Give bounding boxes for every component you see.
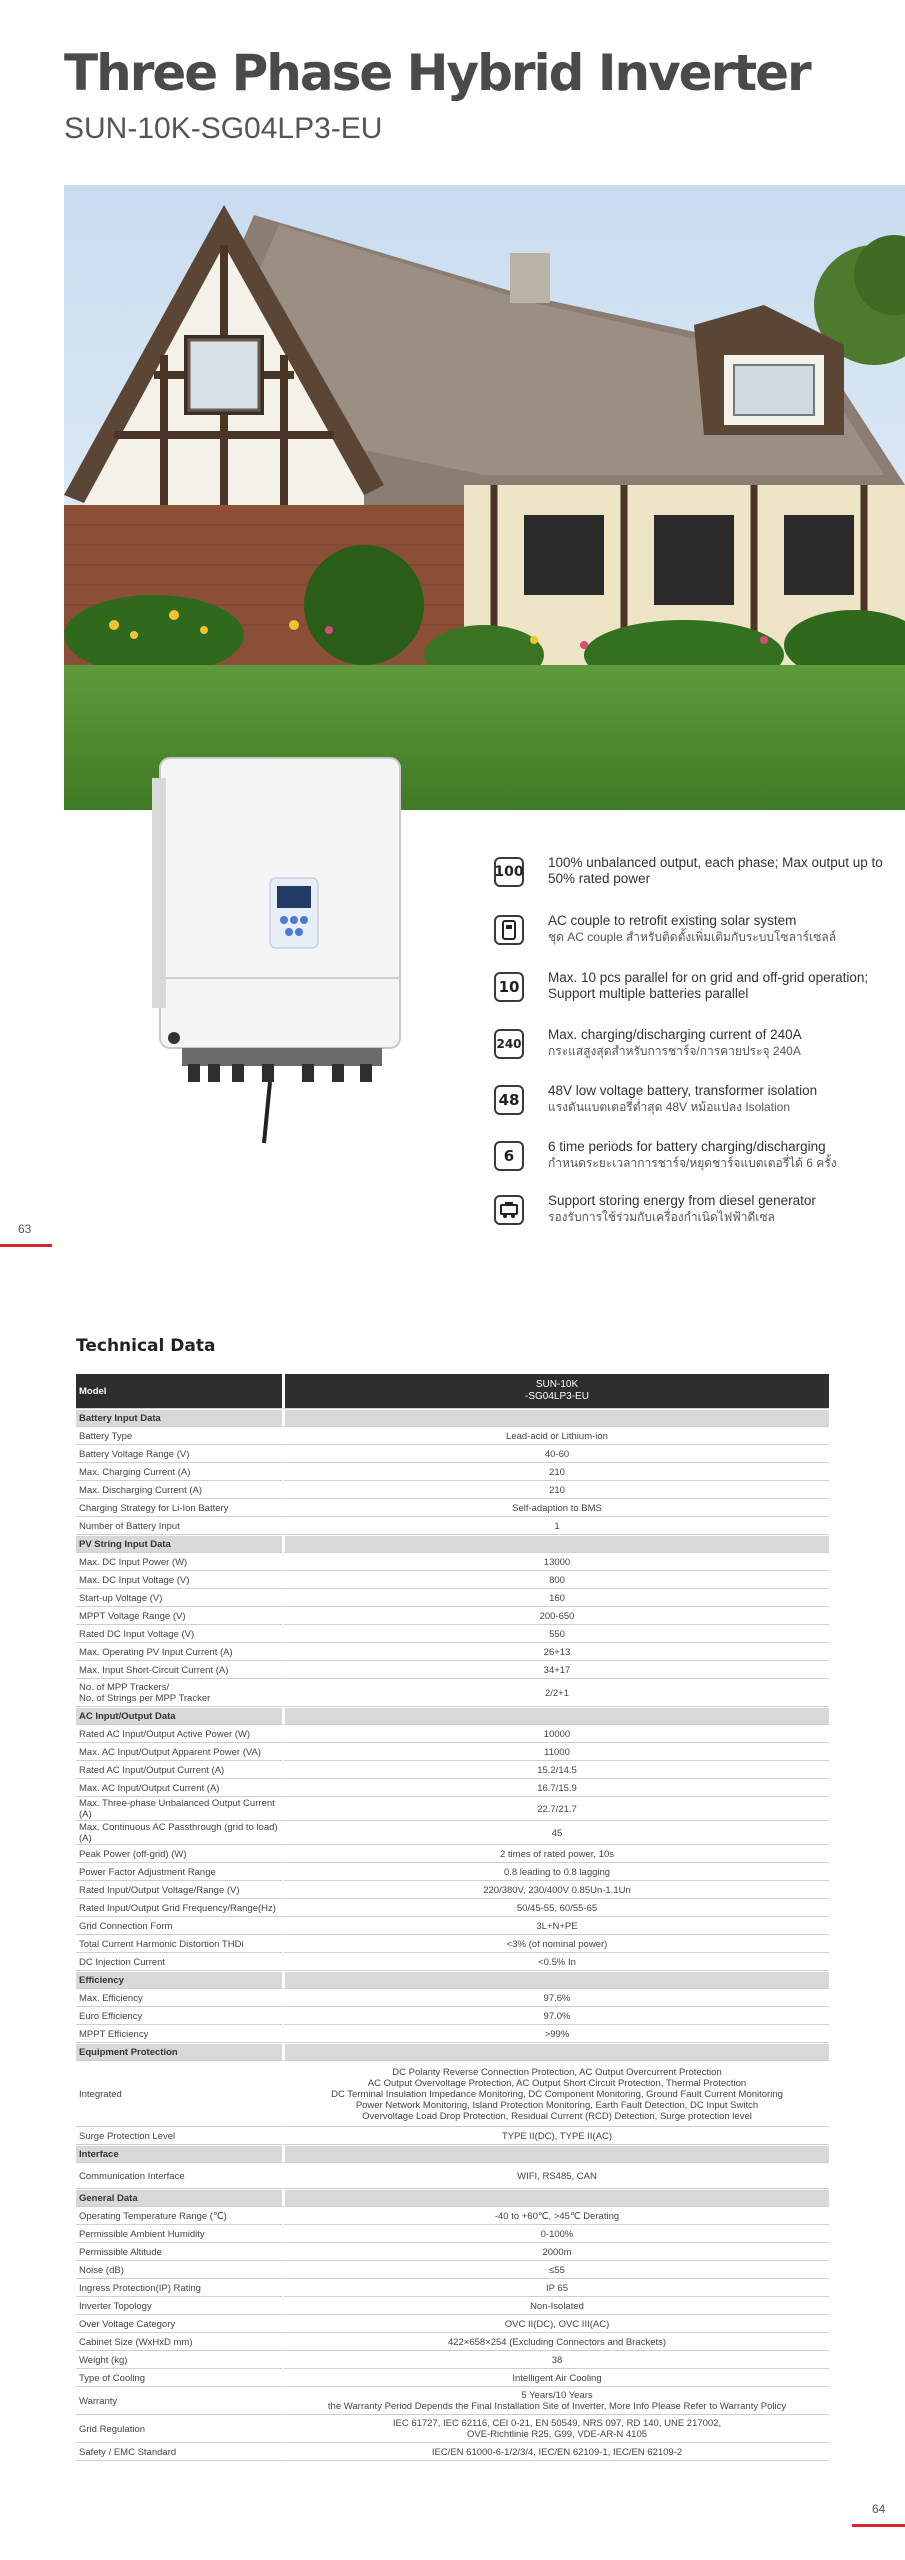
spec-label: Start-up Voltage (V) xyxy=(76,1590,282,1607)
spec-value: 0.8 leading to 0.8 lagging xyxy=(282,1864,829,1881)
table-header-value: SUN-10K -SG04LP3-EU xyxy=(282,1374,829,1409)
table-row xyxy=(76,1446,829,1463)
spec-value: 34+17 xyxy=(282,1662,829,1679)
spec-label: Noise (dB) xyxy=(76,2262,282,2279)
spec-label: DC Injection Current xyxy=(76,1954,282,1971)
section-spacer xyxy=(282,2190,829,2207)
spec-label: Grid Regulation xyxy=(76,2416,282,2443)
spec-label: Max. Continuous AC Passthrough (grid to load) (A) xyxy=(76,1822,282,1845)
spec-value: >99% xyxy=(282,2026,829,2043)
spec-value: WIFI, RS485, CAN xyxy=(282,2164,829,2189)
table-row xyxy=(76,2370,829,2387)
spec-label: Max. AC Input/Output Apparent Power (VA) xyxy=(76,1744,282,1761)
spec-value: 26+13 xyxy=(282,1644,829,1661)
feature-text: AC couple to retrofit existing solar system xyxy=(548,913,797,928)
table-row xyxy=(76,1864,829,1881)
spec-value: IEC/EN 61000-6-1/2/3/4, IEC/EN 62109-1, IEC/EN 62109-2 xyxy=(282,2444,829,2461)
table-row xyxy=(76,1822,829,1845)
spec-label: Battery Voltage Range (V) xyxy=(76,1446,282,1463)
section-spacer xyxy=(282,1708,829,1725)
spec-value: 16.7/15.9 xyxy=(282,1780,829,1797)
table-row xyxy=(76,1464,829,1481)
feature-item xyxy=(492,1025,887,1069)
spec-label: Grid Connection Form xyxy=(76,1918,282,1935)
spec-label: Permissible Altitude xyxy=(76,2244,282,2261)
section-spacer xyxy=(282,2146,829,2163)
section-spacer xyxy=(282,1972,829,1989)
table-row xyxy=(76,1882,829,1899)
spec-value: 40-60 xyxy=(282,1446,829,1463)
spec-label: MPPT Efficiency xyxy=(76,2026,282,2043)
spec-label: Max. Operating PV Input Current (A) xyxy=(76,1644,282,1661)
spec-value: IEC 61727, IEC 62116, CEI 0-21, EN 50549, NRS 097, RD 140, UNE 217002, OVE-Richtlinie R25, G99, VDE-AR-N 4105 xyxy=(282,2416,829,2443)
table-row xyxy=(76,2226,829,2243)
table-row xyxy=(76,1744,829,1761)
section-label: General Data xyxy=(76,2190,282,2207)
section-spacer xyxy=(282,1536,829,1553)
spec-value: -40 to +60℃, >45℃ Derating xyxy=(282,2208,829,2225)
spec-label: Max. AC Input/Output Current (A) xyxy=(76,1780,282,1797)
feature-subtext: กระแสสูงสุดสำหรับการชาร์จ/การคายประจุ 240A xyxy=(548,1044,801,1058)
table-row xyxy=(76,1626,829,1643)
table-row xyxy=(76,1990,829,2007)
spec-label: Over Voltage Category xyxy=(76,2316,282,2333)
feature-text: 100% unbalanced output, each phase; Max output up to 50% rated power xyxy=(548,855,883,886)
spec-value: TYPE II(DC), TYPE II(AC) xyxy=(282,2128,829,2145)
spec-value: 160 xyxy=(282,1590,829,1607)
table-row xyxy=(76,1644,829,1661)
spec-label: Communication Interface xyxy=(76,2164,282,2189)
spec-label: Peak Power (off-grid) (W) xyxy=(76,1846,282,1863)
table-row xyxy=(76,2316,829,2333)
spec-label: Ingress Protection(IP) Rating xyxy=(76,2280,282,2297)
spec-label: Max. DC Input Power (W) xyxy=(76,1554,282,1571)
table-row xyxy=(76,1518,829,1535)
table-row xyxy=(76,2208,829,2225)
table-row xyxy=(76,2244,829,2261)
spec-value: ≤55 xyxy=(282,2262,829,2279)
spec-value: 3L+N+PE xyxy=(282,1918,829,1935)
spec-value: 11000 xyxy=(282,1744,829,1761)
spec-label: Cabinet Size (WxHxD mm) xyxy=(76,2334,282,2351)
spec-value: 10000 xyxy=(282,1726,829,1743)
spec-value: 200-650 xyxy=(282,1608,829,1625)
spec-value: 220/380V, 230/400V 0.85Un-1.1Un xyxy=(282,1882,829,1899)
section-label: Efficiency xyxy=(76,1972,282,1989)
spec-value: IP 65 xyxy=(282,2280,829,2297)
spec-value: Non-Isolated xyxy=(282,2298,829,2315)
spec-value: 2 times of rated power, 10s xyxy=(282,1846,829,1863)
spec-label: Rated AC Input/Output Active Power (W) xyxy=(76,1726,282,1743)
spec-label: Operating Temperature Range (℃) xyxy=(76,2208,282,2225)
table-row xyxy=(76,2388,829,2415)
spec-value: Lead-acid or Lithium-ion xyxy=(282,1428,829,1445)
spec-label: Permissible Ambient Humidity xyxy=(76,2226,282,2243)
ac-couple-icon xyxy=(494,915,524,945)
page-title: Three Phase Hybrid Inverter xyxy=(64,44,810,102)
low-voltage-battery-icon: 48 xyxy=(494,1085,524,1115)
spec-value: OVC II(DC), OVC III(AC) xyxy=(282,2316,829,2333)
spec-label: Rated AC Input/Output Current (A) xyxy=(76,1762,282,1779)
spec-label: Charging Strategy for Li-Ion Battery xyxy=(76,1500,282,1517)
table-row xyxy=(76,1482,829,1499)
spec-value: 0-100% xyxy=(282,2226,829,2243)
table-section-row xyxy=(76,2190,829,2207)
table-row xyxy=(76,2262,829,2279)
table-row xyxy=(76,1726,829,1743)
spec-label: Inverter Topology xyxy=(76,2298,282,2315)
model-subtitle: SUN-10K-SG04LP3-EU xyxy=(64,112,383,145)
technical-data-table xyxy=(76,1373,829,2462)
spec-label: Power Factor Adjustment Range xyxy=(76,1864,282,1881)
table-row xyxy=(76,2128,829,2145)
spec-value: <3% (of nominal power) xyxy=(282,1936,829,1953)
page-number-right: 64 xyxy=(872,2502,886,2516)
section-spacer xyxy=(282,1410,829,1427)
table-row xyxy=(76,2444,829,2461)
spec-label: Max. Discharging Current (A) xyxy=(76,1482,282,1499)
table-row xyxy=(76,1936,829,1953)
inverter-product-image xyxy=(152,748,412,1148)
spec-label: Euro Efficiency xyxy=(76,2008,282,2025)
table-section-row xyxy=(76,2146,829,2163)
spec-label: Number of Battery Input xyxy=(76,1518,282,1535)
table-section-row xyxy=(76,1536,829,1553)
spec-value: 13000 xyxy=(282,1554,829,1571)
table-row xyxy=(76,2026,829,2043)
feature-text: Max. 10 pcs parallel for on grid and off-grid operation; Support multiple batteries parallel xyxy=(548,970,869,1001)
feature-text: Max. charging/discharging current of 240A xyxy=(548,1027,802,1042)
spec-value: 210 xyxy=(282,1482,829,1499)
feature-text: 48V low voltage battery, transformer isolation xyxy=(548,1083,818,1098)
feature-item xyxy=(492,1081,887,1125)
spec-value: 210 xyxy=(282,1464,829,1481)
spec-label: Max. DC Input Voltage (V) xyxy=(76,1572,282,1589)
unbalanced-output-icon: 100 xyxy=(494,857,524,887)
table-header-label: Model xyxy=(76,1374,282,1409)
table-row xyxy=(76,1798,829,1821)
spec-label: Weight (kg) xyxy=(76,2352,282,2369)
spec-label: Rated Input/Output Voltage/Range (V) xyxy=(76,1882,282,1899)
spec-value: 550 xyxy=(282,1626,829,1643)
section-label: Equipment Protection xyxy=(76,2044,282,2061)
table-row xyxy=(76,1500,829,1517)
spec-value: 38 xyxy=(282,2352,829,2369)
spec-value: 2/2+1 xyxy=(282,1680,829,1707)
table-row xyxy=(76,2008,829,2025)
spec-label: Rated Input/Output Grid Frequency/Range(Hz) xyxy=(76,1900,282,1917)
spec-label: Warranty xyxy=(76,2388,282,2415)
spec-value: 2000m xyxy=(282,2244,829,2261)
feature-item xyxy=(492,968,887,1012)
spec-label: Rated DC Input Voltage (V) xyxy=(76,1626,282,1643)
table-row xyxy=(76,1428,829,1445)
table-row xyxy=(76,1608,829,1625)
spec-label: Max. Input Short-Circuit Current (A) xyxy=(76,1662,282,1679)
page-marker-right xyxy=(852,2524,905,2527)
table-section-row xyxy=(76,1410,829,1427)
spec-label: Safety / EMC Standard xyxy=(76,2444,282,2461)
spec-label: Total Current Harmonic Distortion THDi xyxy=(76,1936,282,1953)
table-row xyxy=(76,1590,829,1607)
diesel-generator-icon xyxy=(494,1195,524,1225)
page-marker-left xyxy=(0,1244,52,1247)
spec-label: Max. Three-phase Unbalanced Output Current (A) xyxy=(76,1798,282,1821)
table-row xyxy=(76,1918,829,1935)
table-section-row xyxy=(76,1708,829,1725)
spec-value: 15.2/14.5 xyxy=(282,1762,829,1779)
spec-value: DC Polarity Reverse Connection Protection, AC Output Overcurrent Protection AC Output Overvoltage Protection, AC Output Short Circuit Protection, Thermal Protection DC Terminal Insulation Impedance Monitoring, DC Component Monitoring, Ground Fault Current Monitoring Power Network Monitoring, Island Protection Monitoring, Earth Fault Detection, DC Input Switch Overvoltage Load Drop Protection, Residual Current (RCD) Detection, Surge protection level xyxy=(282,2062,829,2127)
section-label: Interface xyxy=(76,2146,282,2163)
spec-value: 1 xyxy=(282,1518,829,1535)
table-section-row xyxy=(76,1972,829,1989)
table-row xyxy=(76,2298,829,2315)
spec-value: 22.7/21.7 xyxy=(282,1798,829,1821)
table-header-row xyxy=(76,1374,829,1409)
spec-value: 97.6% xyxy=(282,1990,829,2007)
table-row xyxy=(76,1680,829,1707)
table-row xyxy=(76,1900,829,1917)
spec-value: 50/45-55, 60/55-65 xyxy=(282,1900,829,1917)
time-periods-icon: 6 xyxy=(494,1141,524,1171)
table-row xyxy=(76,2164,829,2189)
table-row xyxy=(76,1572,829,1589)
technical-data-heading: Technical Data xyxy=(76,1336,216,1356)
spec-label: Type of Cooling xyxy=(76,2370,282,2387)
spec-value: Intelligent Air Cooling xyxy=(282,2370,829,2387)
section-label: Battery Input Data xyxy=(76,1410,282,1427)
house-photo xyxy=(64,185,905,810)
feature-item xyxy=(492,1137,887,1181)
feature-subtext: กำหนดระยะเวลาการชาร์จ/หยุดชาร์จแบตเตอรี่ได้ 6 ครั้ง xyxy=(548,1156,837,1170)
spec-label: Max. Efficiency xyxy=(76,1990,282,2007)
feature-subtext: ชุด AC couple สำหรับติดตั้งเพิ่มเติมกับระบบโซลาร์เซลล์ xyxy=(548,930,837,944)
feature-subtext: แรงดันแบตเตอรี่ต่ำสุด 48V หม้อแปลง Isolation xyxy=(548,1100,791,1114)
table-row xyxy=(76,2352,829,2369)
feature-text: 6 time periods for battery charging/discharging xyxy=(548,1139,826,1154)
spec-value: 97.0% xyxy=(282,2008,829,2025)
section-label: AC Input/Output Data xyxy=(76,1708,282,1725)
spec-value: 45 xyxy=(282,1822,829,1845)
spec-value: 5 Years/10 Years the Warranty Period Depends the Final Installation Site of Inverter, More Info Please Refer to Warranty Policy xyxy=(282,2388,829,2415)
spec-label: MPPT Voltage Range (V) xyxy=(76,1608,282,1625)
table-row xyxy=(76,1554,829,1571)
section-label: PV String Input Data xyxy=(76,1536,282,1553)
spec-label: Surge Protection Level xyxy=(76,2128,282,2145)
table-row xyxy=(76,1662,829,1679)
spec-label: No. of MPP Trackers/ No. of Strings per MPP Tracker xyxy=(76,1680,282,1707)
spec-label: Max. Charging Current (A) xyxy=(76,1464,282,1481)
feature-item xyxy=(492,911,887,955)
table-row xyxy=(76,1954,829,1971)
section-spacer xyxy=(282,2044,829,2061)
feature-item xyxy=(492,1191,887,1235)
feature-text: Support storing energy from diesel generator xyxy=(548,1193,816,1208)
parallel-icon: 10 xyxy=(494,972,524,1002)
table-row xyxy=(76,2416,829,2443)
feature-item xyxy=(492,853,887,897)
table-row xyxy=(76,1762,829,1779)
table-row xyxy=(76,2062,829,2127)
page-number-left: 63 xyxy=(18,1222,32,1236)
spec-label: Battery Type xyxy=(76,1428,282,1445)
table-section-row xyxy=(76,2044,829,2061)
feature-subtext: รองรับการใช้ร่วมกับเครื่องกำเนิดไฟฟ้าดีเซล xyxy=(548,1210,775,1224)
spec-label: Integrated xyxy=(76,2062,282,2127)
spec-value: Self-adaption to BMS xyxy=(282,1500,829,1517)
table-row xyxy=(76,2334,829,2351)
spec-value: 422×658×254 (Excluding Connectors and Brackets) xyxy=(282,2334,829,2351)
table-row xyxy=(76,2280,829,2297)
charge-current-icon: 240 xyxy=(494,1029,524,1059)
spec-value: 800 xyxy=(282,1572,829,1589)
table-row xyxy=(76,1780,829,1797)
spec-value: <0.5% In xyxy=(282,1954,829,1971)
table-row xyxy=(76,1846,829,1863)
